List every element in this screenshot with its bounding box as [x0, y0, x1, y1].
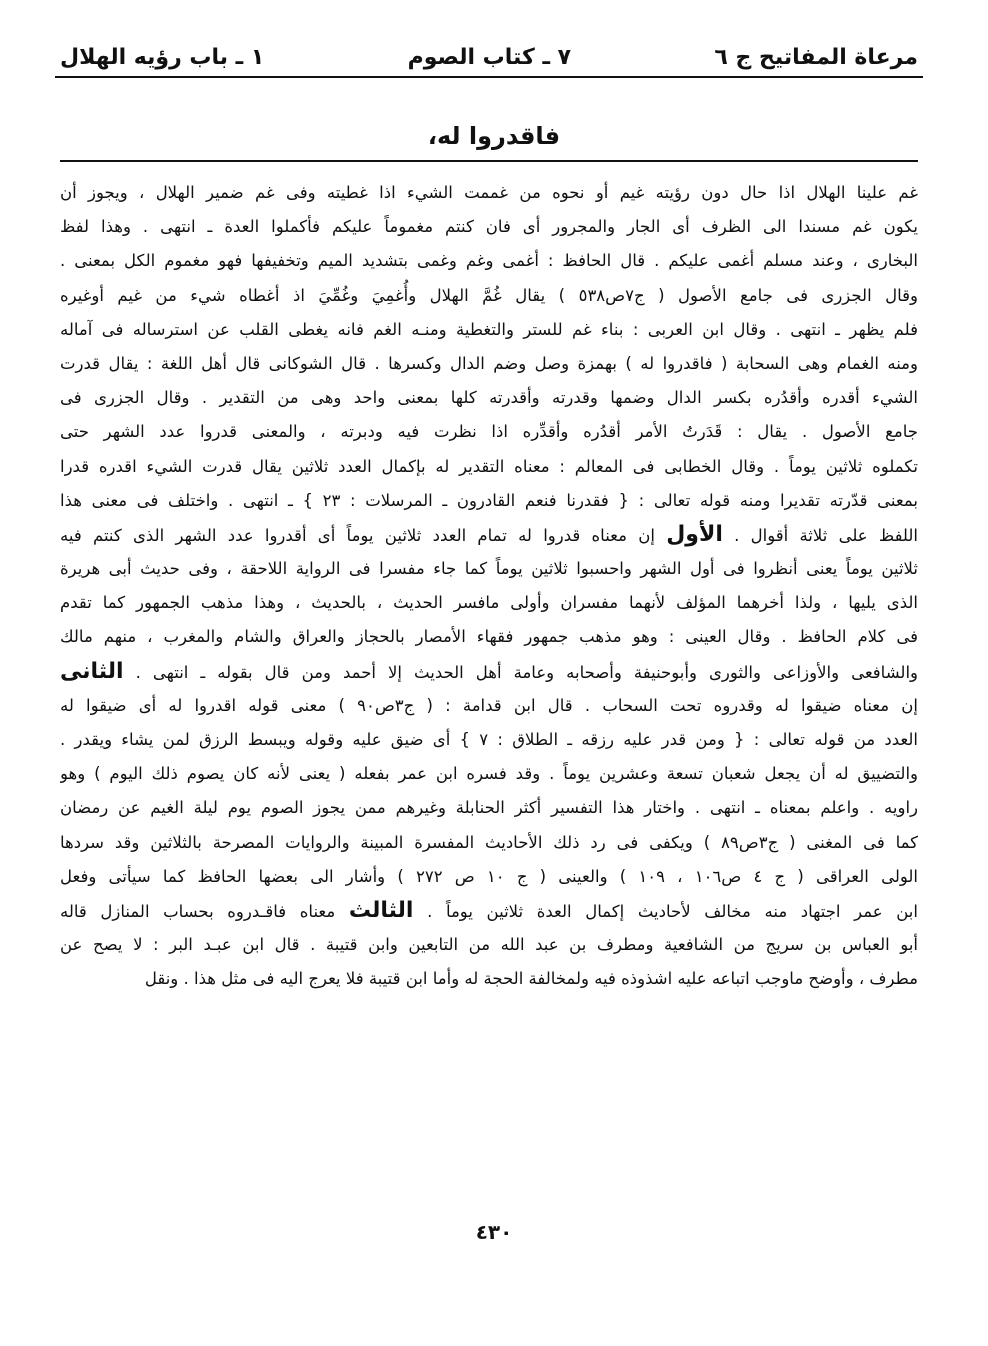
header-divider: [55, 76, 923, 78]
text-line: غم علينا الهلال اذا حال دون رؤيته غيم أو نحوه من غممت الشيء اذا غطيته وفى غم ضمير الهلال ، ويجوز أن: [60, 183, 918, 202]
text-line: تكملوه ثلاثين يوماً . وقال الخطابى فى المعالم : معناه التقدير له بإكمال العدد ثلاثين يقال قدرت الشيء اقدره قدرا: [60, 456, 918, 476]
title-divider: [60, 160, 918, 162]
text-line: اللفظ على ثلاثة أقوال . الأول إن معناه قدروا له تمام العدد ثلاثين يوماً أى أقدروا عدد الشهر الذى كنتم فيه: [60, 521, 918, 547]
text-line: الذى يليها ، ولذا أخرهما المؤلف لأنهما مفسران وأولى مافسر الحديث ، بالحديث ، وهذا مذهب الجمهور كما تقدم: [60, 593, 918, 613]
text-line: فلم يظهر ـ انتهى . وقال ابن العربى : بناء غم للستر والتغطية ومنـه الغم فانه يغطى القلب عن استرساله فى آماله: [60, 319, 918, 339]
opinion-marker: الثانى: [60, 658, 124, 684]
text-line: ابن عمر اجتهاد منه مخالف لأحاديث إكمال العدة ثلاثين يوماً . الثالث معناه فاقـدروه بحساب المنازل قاله: [60, 897, 918, 923]
text-line: مطرف ، وأوضح ماوجب اتباعه عليه اشذوذه فيه ولمخالفة الحجة له وأما ابن قتيبة فلا يعرج اليه فى مثل هذا . ونقل: [144, 969, 918, 989]
text-line: إن معناه ضيقوا له وقدروه تحت السحاب . قال ابن قدامة : ( ج٣ص٩٠ ) معنى قوله اقدروا له أى ضيقوا له: [60, 695, 918, 715]
text-line: والتضييق له أن يجعل شعبان تسعة وعشرين يوماً . وقد فسره ابن عمر بفعله ( يعنى لأنه كان يصوم ذلك اليوم ) وهو: [60, 764, 918, 784]
text-line: الشيء أقدره وأقدُره بكسر الدال وضمها وقدرته وأقدرته كلها بمعنى واحد وهى من التقدير . وقال الجزرى فى: [60, 388, 918, 408]
text-line: ثلاثين يوماً يعنى أنظروا فى أول الشهر واحسبوا ثلاثين يوماً كما جاء مفسرا فى الرواية اللاحقة ، وفى حديث أبى هريرة: [60, 559, 918, 579]
page-number: ٤٣٠: [475, 1220, 513, 1244]
running-header: [60, 26, 918, 70]
commentary-body: [60, 176, 918, 1236]
text-line: الولى العراقى ( ج ٤ ص١٠٦ ، ١٠٩ ) والعينى ( ج ١٠ ص ٢٧٢ ) وأشار الى بعضها الحافظ كما سيأتى وفعل: [60, 866, 918, 886]
header-chapter: ٧ ـ كتاب الصوم: [407, 45, 572, 70]
text-line: والشافعى والأوزاعى والثورى وأبوحنيفة وأصحابه وعامة أهل الحديث إلا أحمد ومن قال بقوله ـ انتهى . الثانى: [60, 658, 918, 684]
text-line: جامع الأصول . يقال : قَدَرتُ الأمر أقدُره وأقدِّره اذا نظرت فيه ودبرته ، والمعنى قدروا عدد الشهر حتى: [60, 422, 918, 442]
opinion-marker: الأول: [666, 521, 723, 547]
text-line: العدد من قوله تعالى : { ومن قدر عليه رزقه ـ الطلاق : ٧ } أى ضيق عليه وقوله ويبسط الرزق لمن يشاء ويقدر .: [60, 730, 918, 749]
text-line: وقال الجزرى فى جامع الأصول ( ج٧ص٥٣٨ ) يقال غُمَّ الهلال وأُغمِيَ وغُمِّيَ اذ أغطاه شيء من غيم أوغيره: [60, 285, 918, 305]
header-book-title: مرعاة المفاتيح ج ٦: [714, 45, 918, 70]
text-line: بمعنى قدّرته تقديرا ومنه قوله تعالى : { فقدرنا فنعم القادرون ـ المرسلات : ٢٣ } ـ انتهى . واختلف فى معنى هذا: [60, 490, 918, 510]
section-title: فاقدروا له،: [427, 122, 561, 150]
text-line: راويه . واعلم بمعناه ـ انتهى . واختار هذا التفسير أكثر الحنابلة وغيرهم ممن يجوز الصوم يوم ليلة الغيم عن رمضان: [60, 798, 918, 818]
text-line: أبو العباس بن سريج من الشافعية ومطرف بن عبد الله من التابعين وابن قتيبة . قال ابن عبـد البر : لا يصح عن: [60, 935, 918, 955]
text-line: البخارى ، وعند مسلم أغمى عليكم . قال الحافظ : أغمى وغم وغمى بتشديد الميم وتخفيفها فهو مغموم الكل بمعنى .: [60, 251, 918, 271]
header-section: ١ ـ باب رؤيه الهلال: [60, 45, 265, 70]
text-line: يكون غم مسندا الى الظرف أى الجار والمجرور أى فان كنتم مغموماً عليكم فأكملوا العدة ـ انتهى . وهذا لفظ: [60, 217, 918, 237]
text-line: فى كلام الحافظ . وقال العينى : وهو مذهب جمهور فقهاء الأمصار بالحجاز والعراق والشام والمغرب ، منهم مالك: [60, 627, 918, 647]
opinion-marker: الثالث: [348, 897, 414, 923]
text-line: ومنه الغمام وهى السحابة ( فاقدروا له ) بهمزة وصل وضم الدال وكسرها . قال الشوكانى قال أهل اللغة : يقال قدرت: [60, 353, 918, 373]
text-line: كما فى المغنى ( ج٣ص٨٩ ) ويكفى فى رد ذلك الأحاديث المفسرة المبينة والروايات المصرحة بالثلاثين وقد سردها: [60, 832, 918, 852]
